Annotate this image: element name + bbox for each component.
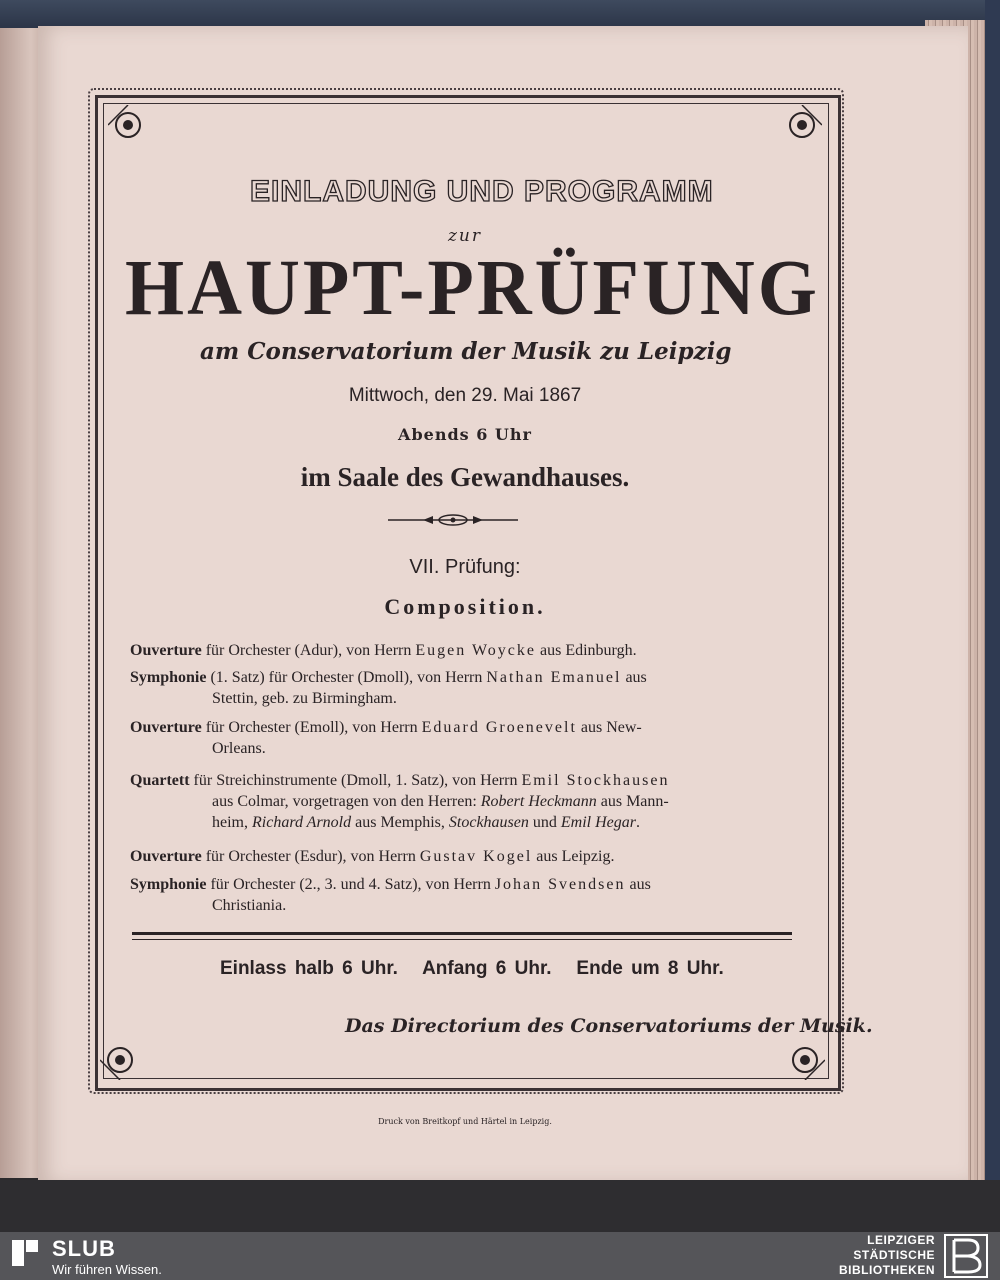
section-heading: Composition. bbox=[384, 594, 546, 619]
exam-number: VII. Prüfung: bbox=[409, 556, 521, 578]
list-item bbox=[130, 846, 795, 867]
composer-name: Emil Stockhausen bbox=[521, 772, 670, 789]
work-title: Ouverture bbox=[130, 848, 202, 865]
admission-times: Einlass halb 6 Uhr. Anfang 6 Uhr. Ende um 8 Uhr. bbox=[220, 958, 724, 979]
work-description: für Orchester (Adur), von Herrn bbox=[201, 642, 416, 659]
work-origin: aus New- bbox=[576, 719, 642, 736]
work-description: für Streichinstrumente (Dmoll, 1. Satz), von Herrn bbox=[189, 772, 522, 789]
work-continuation: Orleans. bbox=[212, 740, 266, 757]
event-venue: im Saale des Gewandhauses. bbox=[300, 462, 630, 492]
scan-background-bottom bbox=[0, 1180, 1000, 1232]
book-cover-right bbox=[985, 0, 1000, 1200]
list-item bbox=[130, 667, 795, 709]
work-title: Ouverture bbox=[130, 719, 202, 736]
work-title: Symphonie bbox=[130, 669, 207, 686]
corner-ornament-icon bbox=[785, 1040, 825, 1080]
corner-ornament-icon bbox=[782, 105, 822, 145]
composer-name: Johan Svendsen bbox=[494, 876, 626, 893]
list-item bbox=[130, 770, 795, 833]
quartet-performers: aus Colmar, vorgetragen von den Herren: Robert Heckmann aus Mann- bbox=[212, 793, 669, 810]
zur-text: zur bbox=[447, 226, 483, 246]
signature: Das Directorium des Conservatoriums der Musik. bbox=[345, 1015, 873, 1037]
work-description: für Orchester (2., 3. und 4. Satz), von Herrn bbox=[206, 876, 495, 893]
composer-name: Nathan Emanuel bbox=[486, 669, 622, 686]
printer-note: Druck von Breitkopf und Härtel in Leipzig. bbox=[378, 1117, 552, 1126]
page-title: HAUPT-PRÜFUNG bbox=[125, 243, 820, 333]
composer-name: Eugen Woycke bbox=[415, 642, 536, 659]
composer-name: Eduard Groenevelt bbox=[421, 719, 577, 736]
work-description: (1. Satz) für Orchester (Dmoll), von Herrn bbox=[206, 669, 487, 686]
slub-logo-icon[interactable] bbox=[10, 1238, 40, 1268]
work-description: für Orchester (Emoll), von Herrn bbox=[201, 719, 422, 736]
list-item bbox=[130, 874, 795, 916]
work-title: Ouverture bbox=[130, 642, 202, 659]
lsb-logo-icon[interactable] bbox=[944, 1234, 988, 1278]
work-origin: aus Edinburgh. bbox=[536, 642, 637, 659]
quartet-performers-2: heim, Richard Arnold aus Memphis, Stockhausen und Emil Hegar. bbox=[212, 814, 640, 831]
divider-ornament-icon bbox=[388, 513, 518, 527]
work-origin: aus bbox=[621, 669, 647, 686]
work-title: Quartett bbox=[130, 772, 190, 789]
list-item bbox=[130, 640, 795, 661]
work-origin: aus bbox=[625, 876, 651, 893]
corner-ornament-icon bbox=[108, 105, 148, 145]
list-item bbox=[130, 717, 795, 759]
invitation-heading: EINLADUNG UND PROGRAMM bbox=[250, 175, 714, 208]
lsb-name[interactable]: LEIPZIGER STÄDTISCHE BIBLIOTHEKEN bbox=[839, 1233, 935, 1277]
divider-rule bbox=[132, 932, 792, 935]
corner-ornament-icon bbox=[100, 1040, 140, 1080]
event-date: Mittwoch, den 29. Mai 1867 bbox=[348, 385, 582, 406]
composer-name: Gustav Kogel bbox=[419, 848, 533, 865]
slub-tagline: Wir führen Wissen. bbox=[52, 1262, 162, 1277]
work-title: Symphonie bbox=[130, 876, 207, 893]
work-description: für Orchester (Esdur), von Herrn bbox=[201, 848, 420, 865]
subtitle: am Conservatorium der Musik zu Leipzig bbox=[200, 338, 732, 365]
work-continuation: Stettin, geb. zu Birmingham. bbox=[212, 690, 397, 707]
divider-rule bbox=[132, 939, 792, 940]
event-time: Abends 6 Uhr bbox=[398, 425, 532, 444]
slub-name[interactable]: SLUB bbox=[52, 1236, 116, 1261]
work-continuation: Christiania. bbox=[212, 897, 287, 914]
work-origin: aus Leipzig. bbox=[532, 848, 615, 865]
